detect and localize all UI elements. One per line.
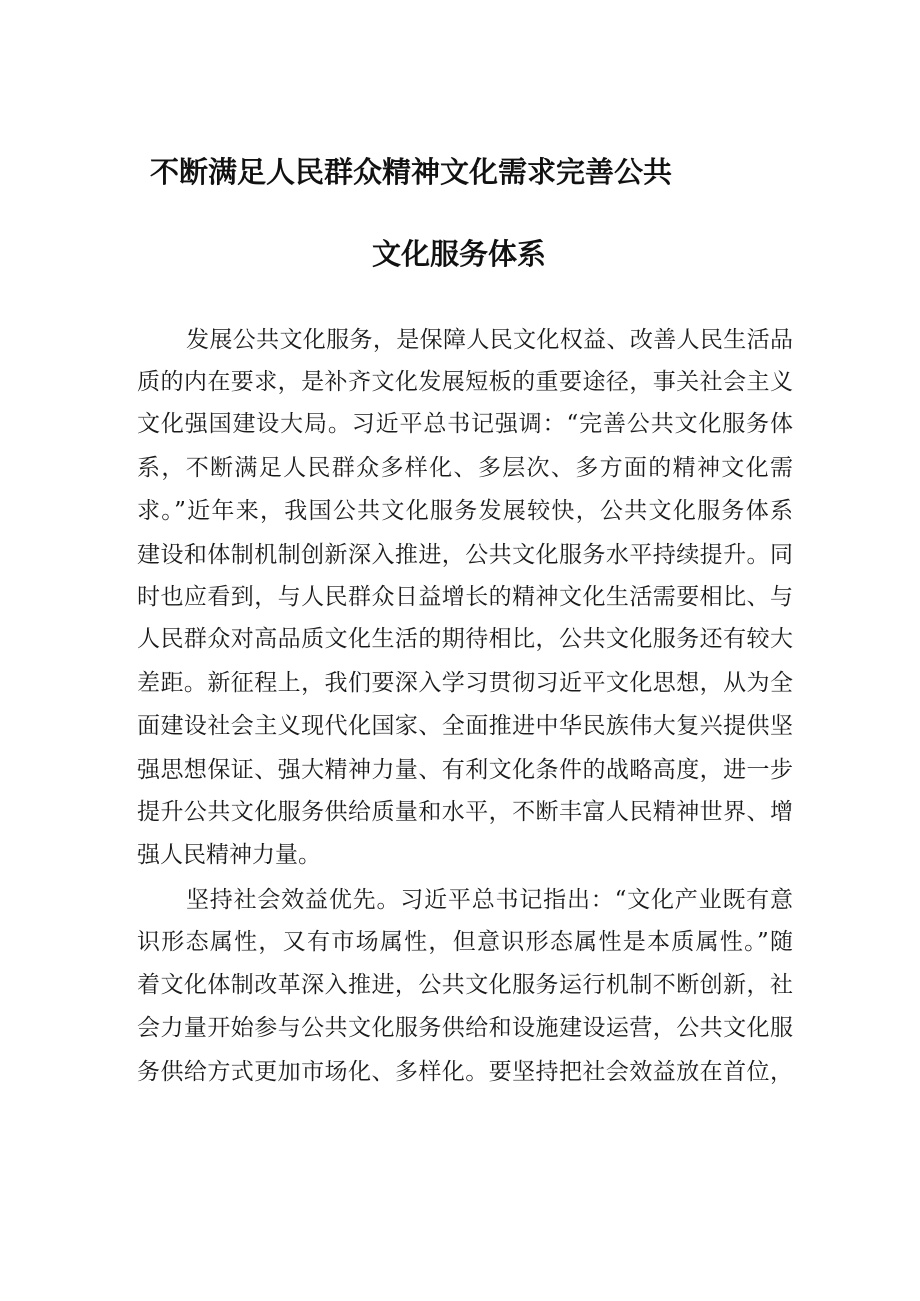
paragraph-1-line: 发展公共文化服务，是保障人民文化权益、改善人民生活品 [186, 327, 793, 353]
document-title-line-1: 不断满足人民群众精神文化需求完善公共 [150, 155, 673, 189]
paragraph-2-line: 坚持社会效益优先。习近平总书记指出：“文化产业既有意 [186, 887, 793, 913]
paragraph-1-line: 提升公共文化服务供给质量和水平，不断丰富人民精神世界、增 [137, 799, 793, 825]
paragraph-1-line: 强思想保证、强大精神力量、有利文化条件的战略高度，进一步 [137, 757, 793, 783]
paragraph-2-line: 识形态属性，又有市场属性，但意识形态属性是本质属性。”随 [137, 929, 793, 955]
paragraph-1-line: 求。”近年来，我国公共文化服务发展较快，公共文化服务体系 [137, 498, 793, 524]
paragraph-1-line: 强人民精神力量。 [137, 842, 321, 868]
paragraph-2-line: 着文化体制改革深入推进，公共文化服务运行机制不断创新，社 [137, 972, 793, 998]
paragraph-1-line: 人民群众对高品质文化生活的期待相比，公共文化服务还有较大 [137, 626, 793, 652]
paragraph-1-line: 文化强国建设大局。习近平总书记强调：“完善公共文化服务体 [137, 411, 793, 437]
paragraph-1-line: 建设和体制机制创新深入推进，公共文化服务水平持续提升。同 [137, 542, 793, 568]
paragraph-1-line: 差距。新征程上，我们要深入学习贯彻习近平文化思想，从为全 [137, 670, 793, 696]
paragraph-2-line: 会力量开始参与公共文化服务供给和设施建设运营，公共文化服 [137, 1015, 793, 1041]
paragraph-1-line: 时也应看到，与人民群众日益增长的精神文化生活需要相比、与 [137, 584, 793, 610]
paragraph-1-line: 系，不断满足人民群众多样化、多层次、多方面的精神文化需 [137, 455, 793, 481]
paragraph-1-line: 质的内在要求，是补齐文化发展短板的重要途径，事关社会主义 [137, 369, 793, 395]
paragraph-2-line: 务供给方式更加市场化、多样化。要坚持把社会效益放在首位， [137, 1059, 793, 1085]
paragraph-1-line: 面建设社会主义现代化国家、全面推进中华民族伟大复兴提供坚 [137, 713, 793, 739]
document-title-line-2: 文化服务体系 [372, 237, 547, 271]
